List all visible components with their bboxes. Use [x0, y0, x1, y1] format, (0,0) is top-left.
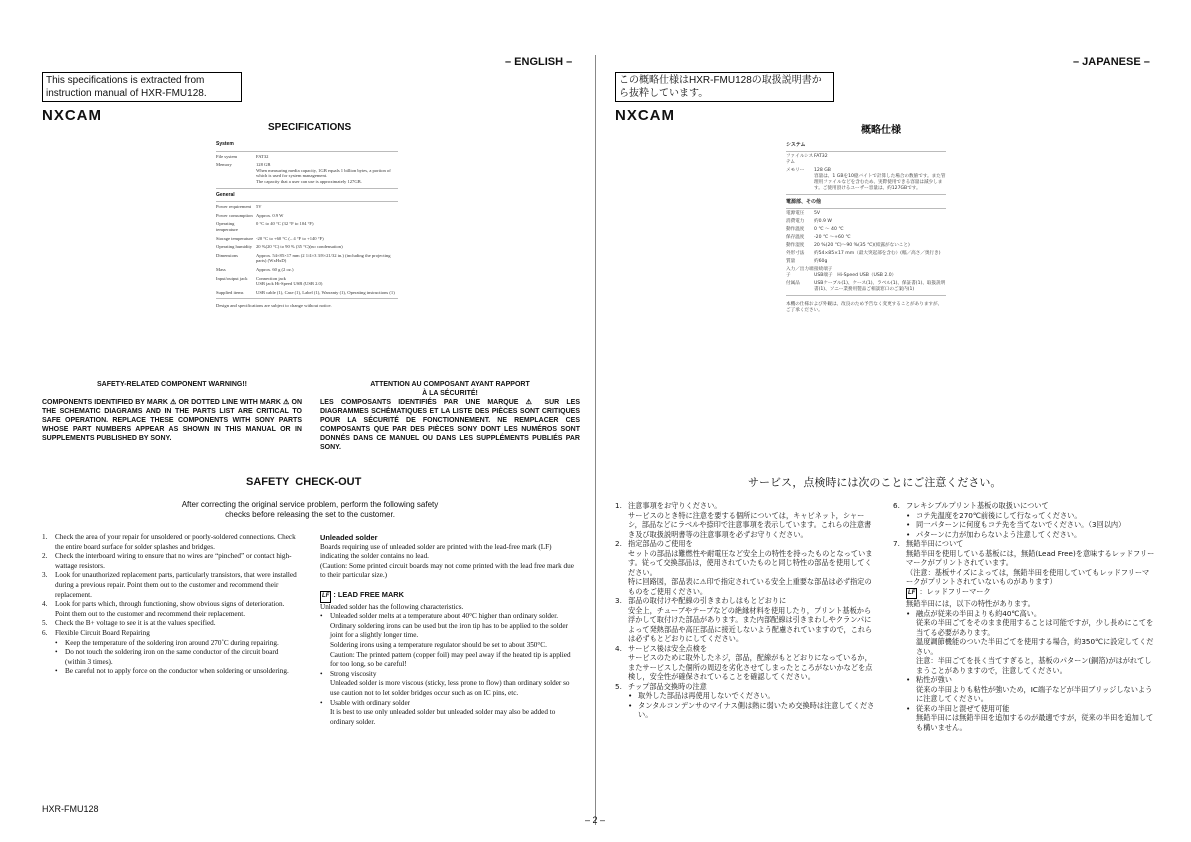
- jp-item-title: フレキシブルプリント基板の取扱いについて: [906, 501, 1049, 510]
- spec-label: Operating humidity: [216, 244, 253, 250]
- jp-spec-label: ファイルシステム: [786, 154, 814, 165]
- unleaded-solder-section: [320, 533, 576, 727]
- jp-item-title: 指定部品のご使用を: [628, 539, 693, 548]
- lead-free-mark-label: : LEAD FREE MARK: [333, 589, 404, 599]
- spec-rule: [786, 194, 946, 195]
- japanese-notice-box: この概略仕様はHXR-FMU128の取扱説明書から抜粋しています。: [615, 72, 834, 102]
- jp-spec-label: 動作温度: [786, 227, 805, 232]
- spec-label: Power consumption: [216, 212, 253, 218]
- jp-item-title: チップ部品交換時の注意: [628, 681, 707, 691]
- jp-item-content: [906, 501, 1155, 539]
- bullet-text: [330, 670, 576, 699]
- bullet-text: コテ先温度を270℃前後にして行なってください。: [916, 510, 1082, 520]
- jp-spec-value: 約60g: [814, 259, 828, 264]
- specifications-title: SPECIFICATIONS: [268, 122, 352, 133]
- spec-label: Mass: [216, 266, 226, 272]
- spec-row: [216, 213, 398, 219]
- jp-item-number: 7.: [893, 539, 900, 548]
- spec-label: Operating temperature: [216, 221, 238, 232]
- check-item: [42, 552, 298, 571]
- spec-rule: [786, 295, 946, 296]
- bullet-mark: •: [628, 691, 633, 700]
- check-item: [42, 629, 298, 639]
- jp-spec-row: [786, 235, 946, 241]
- jp-item-body: サービスのとき特に注意を要する個所については，キャビネット，シャーシ，部品などにラベルや捺印で注意事項を表示しています。これらの注意書き及び取扱説明書等の注意事項を必ずお守りください。: [628, 510, 872, 539]
- bullet-text: 同一パターンに何度もコテ先を当てないでください。（3回以内）: [916, 520, 1126, 529]
- jp-item-bullet: [628, 691, 877, 701]
- jp-item-title: 部品の取付けや配線の引きまわしはもとどおりに: [628, 596, 787, 605]
- bullet-mark: •: [55, 667, 58, 676]
- jp-item-number: 3.: [615, 596, 622, 605]
- spec-row: [216, 267, 398, 273]
- jp-service-item: [615, 682, 877, 720]
- jp-service-item: [615, 539, 877, 596]
- spec-value: USB cable (1), Case (1), Label (1), Warranty (1), Operating instructions (1): [256, 289, 395, 295]
- check-item: [42, 619, 298, 629]
- bullet-mark: •: [320, 612, 323, 621]
- jp-lead-free-intro: 無鉛半田には，以下の特性があります。: [906, 599, 1035, 608]
- jp-specifications-title: 概略仕様: [861, 125, 901, 136]
- jp-spec-note: 本機の仕様および外観は、改良のため予告なく変更することがありますが、ご了承ください。: [786, 302, 943, 313]
- bullet-text: Do not touch the soldering iron on the same conductor of the circuit board (within 3 times).: [65, 648, 279, 666]
- bullet-text: [916, 609, 1155, 676]
- unleaded-solder-p2: (Caution: Some printed circuit boards may not come printed with the lead free mark due to their particular size.): [320, 561, 574, 580]
- english-notice-box: This specifications is extracted from instruction manual of HXR-FMU128.: [42, 72, 242, 102]
- spec-rule: [786, 151, 946, 152]
- bullet-text: [330, 612, 576, 670]
- jp-spec-label: 消費電力: [786, 219, 805, 224]
- spec-rule: [216, 201, 398, 202]
- bullet-text: 取外した部品は再使用しないでください。: [638, 691, 775, 700]
- check-text: Check the interboard wiring to ensure that no wires are “pinched” or contact high-wattage resistors.: [55, 552, 292, 570]
- bullet-mark: •: [906, 703, 911, 713]
- check-text: Check the area of your repair for unsoldered or poorly-soldered connections. Check the entire board surface for solder splashes and bridges.: [55, 533, 296, 551]
- model-number: HXR-FMU128: [42, 804, 99, 814]
- spec-value: FAT32: [256, 153, 269, 159]
- jp-lead-free-bullet: [893, 704, 1155, 733]
- jp-lead-free-mark: [893, 587, 1155, 600]
- jp-spec-label: 外形寸法: [786, 251, 805, 256]
- bullet-title: Usable with ordinary solder: [330, 698, 411, 707]
- spec-label: Dimensions: [216, 252, 238, 258]
- flex-repair-bullet: [42, 667, 298, 677]
- jp-item-number: 2.: [615, 539, 622, 548]
- check-number: 5.: [42, 619, 48, 628]
- jp-spec-row: [786, 267, 946, 279]
- bullet-title: 従来の半田と混ぜて使用可能: [916, 703, 1010, 713]
- bullet-mark: •: [320, 698, 323, 707]
- spec-row: [216, 204, 398, 210]
- check-number: 4.: [42, 600, 48, 609]
- spec-value: Approx. 54×85×17 mm (2 1/4×3 3/8×21/32 in.) (including the projecting parts) (WxHxD): [256, 252, 391, 264]
- bullet-mark: •: [320, 669, 323, 678]
- jp-spec-row: [786, 154, 946, 166]
- spec-value: Connection jack USB jack Hi-Speed USB (USB 2.0): [256, 275, 323, 287]
- unleaded-solder-heading: Unleaded solder: [320, 533, 378, 542]
- jp-spec-value: 5V: [814, 211, 821, 216]
- safety-checkout-subtitle: After correcting the original service problem, perform the following safety checks before releasing the set to the customer.: [181, 500, 439, 519]
- jp-spec-label: 保存温度: [786, 235, 805, 240]
- bullet-text: Be careful not to apply force on the conductor when soldering or unsoldering.: [65, 667, 289, 676]
- bullet-title: Strong viscosity: [330, 669, 377, 678]
- jp-spec-row: [786, 219, 946, 225]
- jp-spec-row: [786, 211, 946, 217]
- bullet-detail: 従来の半田よりも粘性が強いため，IC端子などが半田ブリッジしないように注意してください。: [916, 684, 1153, 703]
- jp-item-number: 6.: [893, 501, 900, 510]
- french-warning-title-2: À LA SÉCURITÉ!: [422, 390, 478, 397]
- spec-row: [216, 290, 398, 296]
- bullet-mark: •: [906, 510, 911, 520]
- jp-service-item: [615, 501, 877, 539]
- jp-spec-value: FAT32: [814, 154, 828, 159]
- lead-free-icon: LF: [906, 588, 917, 600]
- bullet-detail: Ordinary soldering irons can be used but the iron tip has to be applied to the solder joint for a slightly longer time.: [330, 621, 568, 640]
- spec-section-title: General: [216, 191, 235, 198]
- bullet-text: [330, 699, 576, 728]
- bullet-title: 融点が従来の半田よりも約40℃高い。: [916, 608, 1042, 618]
- bullet-title: 粘性が強い: [916, 675, 952, 684]
- jp-item-body: 無鉛半田を使用している基板には，無鉛(Lead Free)を意味するレッドフリーマークがプリントされています。 （注意：基板サイズによっては，無鉛半田を使用していてもレッドフリーマークがプリントされていないものがあります）: [906, 548, 1155, 586]
- spec-value: 0 °C to 40 °C (32 °F to 104 °F): [256, 221, 314, 227]
- bullet-mark: •: [55, 648, 58, 657]
- french-warning-title-1: ATTENTION AU COMPOSANT AYANT RAPPORT: [370, 381, 530, 388]
- spec-section-title: System: [216, 141, 234, 147]
- jp-service-item: [615, 596, 877, 644]
- bullet-text: [916, 675, 1155, 704]
- jp-item-bullet: [906, 530, 1155, 540]
- check-text: Check the B+ voltage to see it is at the values specified.: [55, 619, 216, 628]
- flex-repair-bullet: [42, 648, 298, 667]
- jp-spec-row: [786, 168, 946, 192]
- spec-rule: [216, 188, 398, 189]
- jp-spec-row: [786, 227, 946, 233]
- jp-item-content: [628, 539, 877, 596]
- jp-service-item: [615, 644, 877, 682]
- spec-value: 128 GB When measuring media capacity, 1GB equals 1 billion bytes, a portion of which is used for system management. The capacity that a user can use is approximately 127GB.: [256, 162, 391, 184]
- english-spec-table: [216, 138, 398, 309]
- lead-free-bullet: [320, 670, 576, 699]
- spec-row: [216, 244, 398, 250]
- jp-item-body: サービスのために取外したネジ，部品，配線がもとどおりになっているか，またサービスした個所の周辺を劣化させてしまったところがないかなどを点検し，安全性が確保されていることを確認してください。: [628, 653, 873, 681]
- jp-spec-row: [786, 281, 946, 293]
- jp-item-number: 5.: [615, 681, 622, 691]
- lead-free-icon: LF: [320, 591, 331, 603]
- nxcam-logo-jp: NXCAM: [615, 107, 675, 124]
- bullet-title: Unleaded solder melts at a temperature about 40°C higher than ordinary solder.: [330, 612, 559, 621]
- jp-item-bullet: [906, 520, 1155, 530]
- safety-check-list: [42, 533, 298, 677]
- jp-spec-label: メモリー: [786, 168, 805, 173]
- jp-item-content: [628, 644, 877, 682]
- jp-spec-value: 0 ℃ ～ 40 ℃: [814, 227, 844, 232]
- spec-value: Approx. 0.9 W: [256, 212, 284, 218]
- bullet-detail: 従来の半田ごてをそのまま使用することは可能ですが，少し長めにこてを当てる必要があります。 温度調節機能のついた半田ごてを使用する場合，約350℃に設定してください。 注意：半田ごてを長く当てすぎると，基板のパターン(銅箔)がはがれてしまうことがありますので，注意してください。: [916, 618, 1154, 675]
- service-notice-title: サービス，点検時には次のことにご注意ください。: [748, 476, 1002, 489]
- jp-service-item: [893, 539, 1155, 587]
- check-item: [42, 571, 298, 600]
- jp-spec-label: 付属品: [786, 281, 800, 286]
- jp-spec-label: 動作湿度: [786, 243, 805, 248]
- jp-service-list-left: [615, 501, 877, 720]
- spec-note: Design and specifications are subject to change without notice.: [216, 303, 332, 309]
- jp-spec-value: 128 GB 容量は、1 GBを10億バイトで計算した場合の数値です。また管理用ファイルなどを含むため、実際使用できる容量は減少します。ご使用頂けるユーザー容量は、約127GBです。: [814, 168, 946, 191]
- check-text: Look for unauthorized replacement parts, particularly transistors, that were installed during a previous repair. Point them out to the customer and recommend their replacement.: [55, 571, 297, 599]
- bullet-mark: •: [628, 700, 633, 710]
- jp-service-item: [893, 501, 1155, 539]
- unleaded-solder-p1: Boards requiring use of unleaded solder are printed with the lead-free mark (LF) indicating the solder contains no lead.: [320, 542, 552, 561]
- jp-item-content: [628, 682, 877, 720]
- safety-warning-title: SAFETY-RELATED COMPONENT WARNING!!: [97, 381, 247, 388]
- bullet-detail: Caution: The printed pattern (copper foil) may peel away if the heated tip is applied for too long, so be careful!: [330, 650, 571, 669]
- jp-item-number: 4.: [615, 643, 622, 653]
- check-item: [42, 533, 298, 552]
- lead-free-intro: Unleaded solder has the following characteristics.: [320, 602, 464, 611]
- check-number: 3.: [42, 571, 48, 580]
- jp-item-content: [628, 501, 877, 539]
- japanese-spec-table: [786, 138, 946, 314]
- jp-spec-value: -20 ℃ ～+60 ℃: [814, 235, 851, 240]
- bullet-text: タンタルコンデンサのマイナス側は熱に弱いため交換時は注意してください。: [638, 700, 875, 719]
- lead-free-bullet: [320, 612, 576, 670]
- jp-spec-value: 約0.9 W: [814, 219, 832, 224]
- column-divider: [595, 55, 596, 825]
- check-number: 1.: [42, 533, 48, 541]
- jp-item-title: サービス後は安全点検を: [628, 643, 708, 653]
- bullet-text: パターンに力が加わらないよう注意してください。: [916, 529, 1082, 539]
- jp-service-list-right: [893, 501, 1155, 732]
- spec-row: [216, 162, 398, 184]
- bullet-detail: Soldering irons using a temperature regulator should be set to about 350°C.: [330, 640, 547, 649]
- jp-spec-section-title: 電源部、その他: [786, 199, 822, 205]
- spec-value: Approx. 60 g (2 oz.): [256, 266, 294, 272]
- spec-label: Storage temperature: [216, 235, 254, 241]
- bullet-detail: It is best to use only unleaded solder but unleaded solder may also be added to ordinary solder.: [330, 708, 556, 726]
- check-text: Flexible Circuit Board Repairing: [55, 628, 150, 637]
- jp-spec-label: 質量: [786, 259, 796, 264]
- spec-value: 5V: [256, 204, 262, 210]
- bullet-mark: •: [906, 608, 911, 618]
- check-number: 6.: [42, 628, 48, 637]
- jp-lead-free-label: ：レッドフリーマーク: [919, 586, 991, 596]
- bullet-text: [916, 704, 1155, 733]
- spec-rule: [216, 151, 398, 152]
- jp-spec-label: 入力／出力端子: [786, 267, 814, 278]
- spec-rule: [216, 298, 398, 299]
- spec-row: [216, 154, 398, 160]
- jp-item-content: [628, 596, 877, 644]
- jp-spec-value: 約54×85×17 mm（最大突起部を含む）(幅／高さ／奥行き): [814, 251, 941, 256]
- nxcam-logo: NXCAM: [42, 107, 102, 124]
- bullet-mark: •: [906, 675, 911, 684]
- jp-spec-value: 接続端子 USB端子 Hi-Speed USB（USB 2.0）: [814, 267, 897, 278]
- jp-item-bullet: [628, 701, 877, 720]
- jp-lead-free-bullet: [893, 609, 1155, 676]
- spec-value: -20 °C to +60 °C (– 4 °F to +140 °F): [256, 235, 324, 241]
- jp-spec-section-title: システム: [786, 142, 806, 148]
- lead-free-bullet: [320, 699, 576, 728]
- page-number: – 2 –: [585, 815, 606, 825]
- spec-row: [216, 276, 398, 287]
- check-text: Look for parts which, through functioning, show obvious signs of deterioration. Point them out to the customer and recommend their replacement.: [55, 600, 285, 618]
- jp-lead-free-bullet: [893, 675, 1155, 704]
- english-label: – ENGLISH –: [505, 56, 573, 68]
- spec-label: File system: [216, 153, 238, 159]
- bullet-detail: 無鉛半田には無鉛半田を追加するのが最適ですが，従来の半田を追加しても構いません。: [916, 713, 1154, 732]
- jp-item-body: セットの部品は難燃性や耐電圧など安全上の特性を持ったものとなっています。従って交換部品は，使用されていたものと同じ特性の部品を使用してください。 特に回路図，部品表に⚠印で指定されている安全上重要な部品は必ず指定のものをご使用ください。: [628, 548, 873, 596]
- spec-label: Power requirement: [216, 204, 252, 210]
- lead-free-mark-heading: [320, 590, 576, 603]
- spec-row: [216, 253, 398, 264]
- spec-rule: [786, 208, 946, 209]
- safety-checkout-title: SAFETY CHECK-OUT: [246, 476, 362, 488]
- bullet-detail: Unleaded solder is more viscous (sticky, less prone to flow) than ordinary solder so use caution not to let solder bridges occur such as on IC pins, etc.: [330, 679, 570, 697]
- jp-spec-row: [786, 243, 946, 249]
- french-warning-body: LES COMPOSANTS IDENTIFIÉS PAR UNE MARQUE ⚠ SUR LES DIAGRAMMES SCHÉMATIQUES ET LA LISTE DES PIÈCES SONT CRITIQUES POUR LA SÉCURITÉ DE FONCTIONNEMENT. NE REMPLACER CES COMPOSANTS QUE PAR DES PIÈCES SONY DONT LES NUMÉROS SONT DONNÉS DANS CE MANUEL OU DANS LES SUPPLÉMENTS PUBLIÉS PAR SONY.: [320, 399, 580, 451]
- bullet-mark: •: [906, 520, 911, 529]
- japanese-label: – JAPANESE –: [1073, 56, 1150, 68]
- spec-label: Input/output jack: [216, 275, 248, 281]
- bullet-text: Keep the temperature of the soldering iron around 270˚C during repairing.: [65, 638, 279, 647]
- jp-spec-label: 電源電圧: [786, 211, 805, 216]
- jp-item-content: [906, 539, 1155, 587]
- check-number: 2.: [42, 552, 48, 561]
- jp-spec-value: 20 %(20 ℃)～90 %(35 ℃)(結露がないこと): [814, 243, 910, 248]
- jp-item-title: 無鉛半田について: [906, 539, 964, 548]
- bullet-mark: •: [906, 529, 911, 539]
- spec-label: Memory: [216, 162, 232, 168]
- safety-warning-body: COMPONENTS IDENTIFIED BY MARK ⚠ OR DOTTED LINE WITH MARK ⚠ ON THE SCHEMATIC DIAGRAMS AND IN THE PARTS LIST ARE CRITICAL TO SAFE OPERATION. REPLACE THESE COMPONENTS WITH SONY PARTS WHOSE PART NUMBERS APPEAR AS SHOWN IN THIS MANUAL OR IN SUPPLEMENTS PUBLISHED BY SONY.: [42, 399, 302, 442]
- lead-free-characteristics: [320, 612, 576, 727]
- bullet-mark: •: [55, 638, 58, 647]
- spec-row: [216, 221, 398, 232]
- jp-spec-value: USBケーブル(1)、ケース(1)、ラベル(1)、保証書(1)、取扱説明書(1)、ソニー業務用製品ご相談窓口のご案内(1): [814, 281, 946, 292]
- check-item: [42, 600, 298, 619]
- jp-item-body: 安全上，チューブやテープなどの絶縁材料を使用したり，プリント基板から浮かして取付けた部品があります。また内部配線は引きまわしやクランパによって発熱部品や高圧部品に接近しないよう配慮されていますので，これらは必ずもとどおりにしてください。: [628, 605, 873, 643]
- spec-label: Supplied items: [216, 289, 244, 295]
- spec-value: 20 %(20 °C) to 90 % (35 °C)(no condensation): [256, 244, 343, 250]
- jp-item-bullet: [906, 511, 1155, 521]
- jp-spec-row: [786, 251, 946, 257]
- jp-item-title: 注意事項をお守りください。: [628, 501, 722, 510]
- spec-row: [216, 236, 398, 242]
- flex-repair-bullet: [42, 639, 298, 649]
- jp-spec-row: [786, 259, 946, 265]
- jp-item-number: 1.: [615, 501, 622, 510]
